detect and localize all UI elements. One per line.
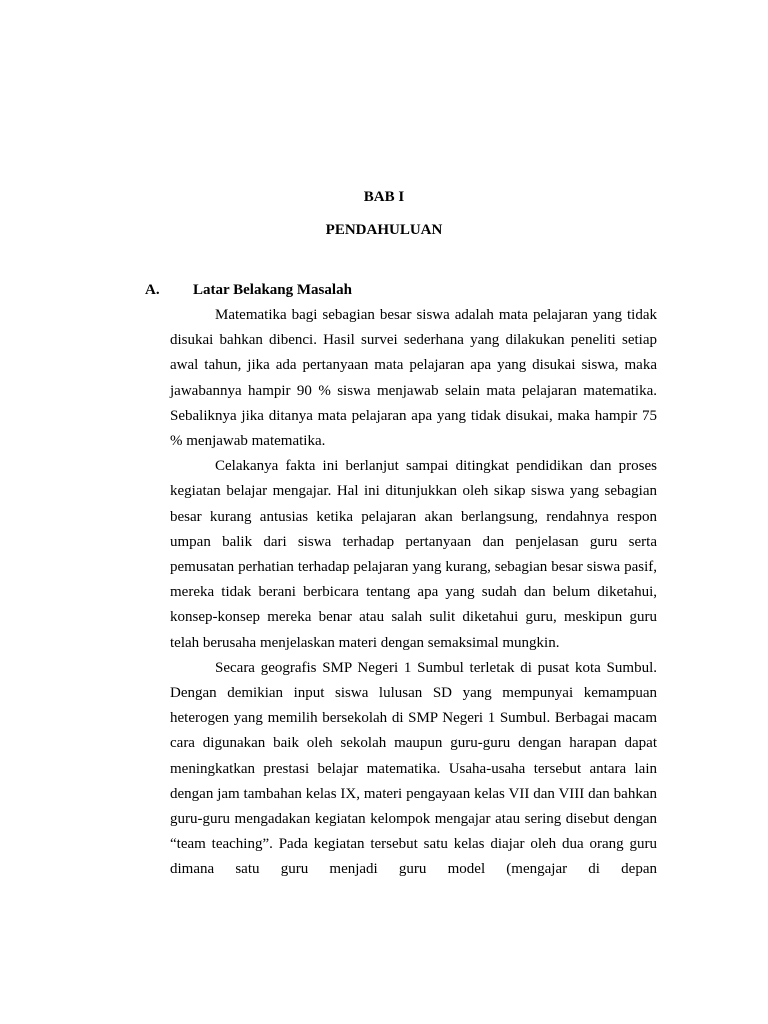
paragraph-2: Celakanya fakta ini berlanjut sampai ditingkat pendidikan dan proses kegiatan belajar mengajar. Hal ini ditunjukkan oleh sikap siswa yang sebagian besar kurang antusias ketika pelajaran akan berlangsung, rendahnya respon umpan balik dari siswa terhadap pertanyaan dan penjelasan guru serta pemusatan perhatian terhadap pelajaran yang kurang, sebagian besar siswa pasif, mereka tidak berani berbicara tentang apa yang sudah dan belum diketahui, konsep-konsep mereka benar atau salah sulit diketahui guru, meskipun guru telah berusaha menjelaskan materi dengan semaksimal mungkin.	[170, 458, 657, 651]
section-letter: A.	[145, 282, 160, 298]
section-title: Latar Belakang Masalah	[193, 282, 352, 298]
chapter-number: BAB I	[363, 189, 405, 205]
paragraph-3: Secara geografis SMP Negeri 1 Sumbul terletak di pusat kota Sumbul. Dengan demikian input siswa lulusan SD yang mempunyai kemampuan heterogen yang memilih bersekolah di SMP Negeri 1 Sumbul. Berbagai macam cara digunakan baik oleh sekolah maupun guru-guru dengan harapan dapat meningkatkan prestasi belajar matematika. Usaha-usaha tersebut antara lain dengan jam tambahan kelas IX, materi pengayaan kelas VII dan VIII dan bahkan guru-guru mengadakan kegiatan kelompok mengajar atau sering disebut dengan “team teaching”. Pada kegiatan tersebut satu kelas diajar oleh dua orang guru dimana satu guru menjadi guru model (mengajar di depan	[170, 659, 657, 878]
body-text	[170, 303, 657, 883]
paragraph-1: Matematika bagi sebagian besar siswa adalah mata pelajaran yang tidak disukai bahkan dibenci. Hasil survei sederhana yang dilakukan peneliti setiap awal tahun, jika ada pertanyaan mata pelajaran apa yang disukai siswa, maka jawabannya hampir 90 % siswa menjawab selain mata pelajaran matematika. Sebaliknya jika ditanya mata pelajaran apa yang tidak disukai, maka hampir 75 % menjawab matematika.	[170, 307, 657, 450]
chapter-title: PENDAHULUAN	[325, 222, 443, 238]
